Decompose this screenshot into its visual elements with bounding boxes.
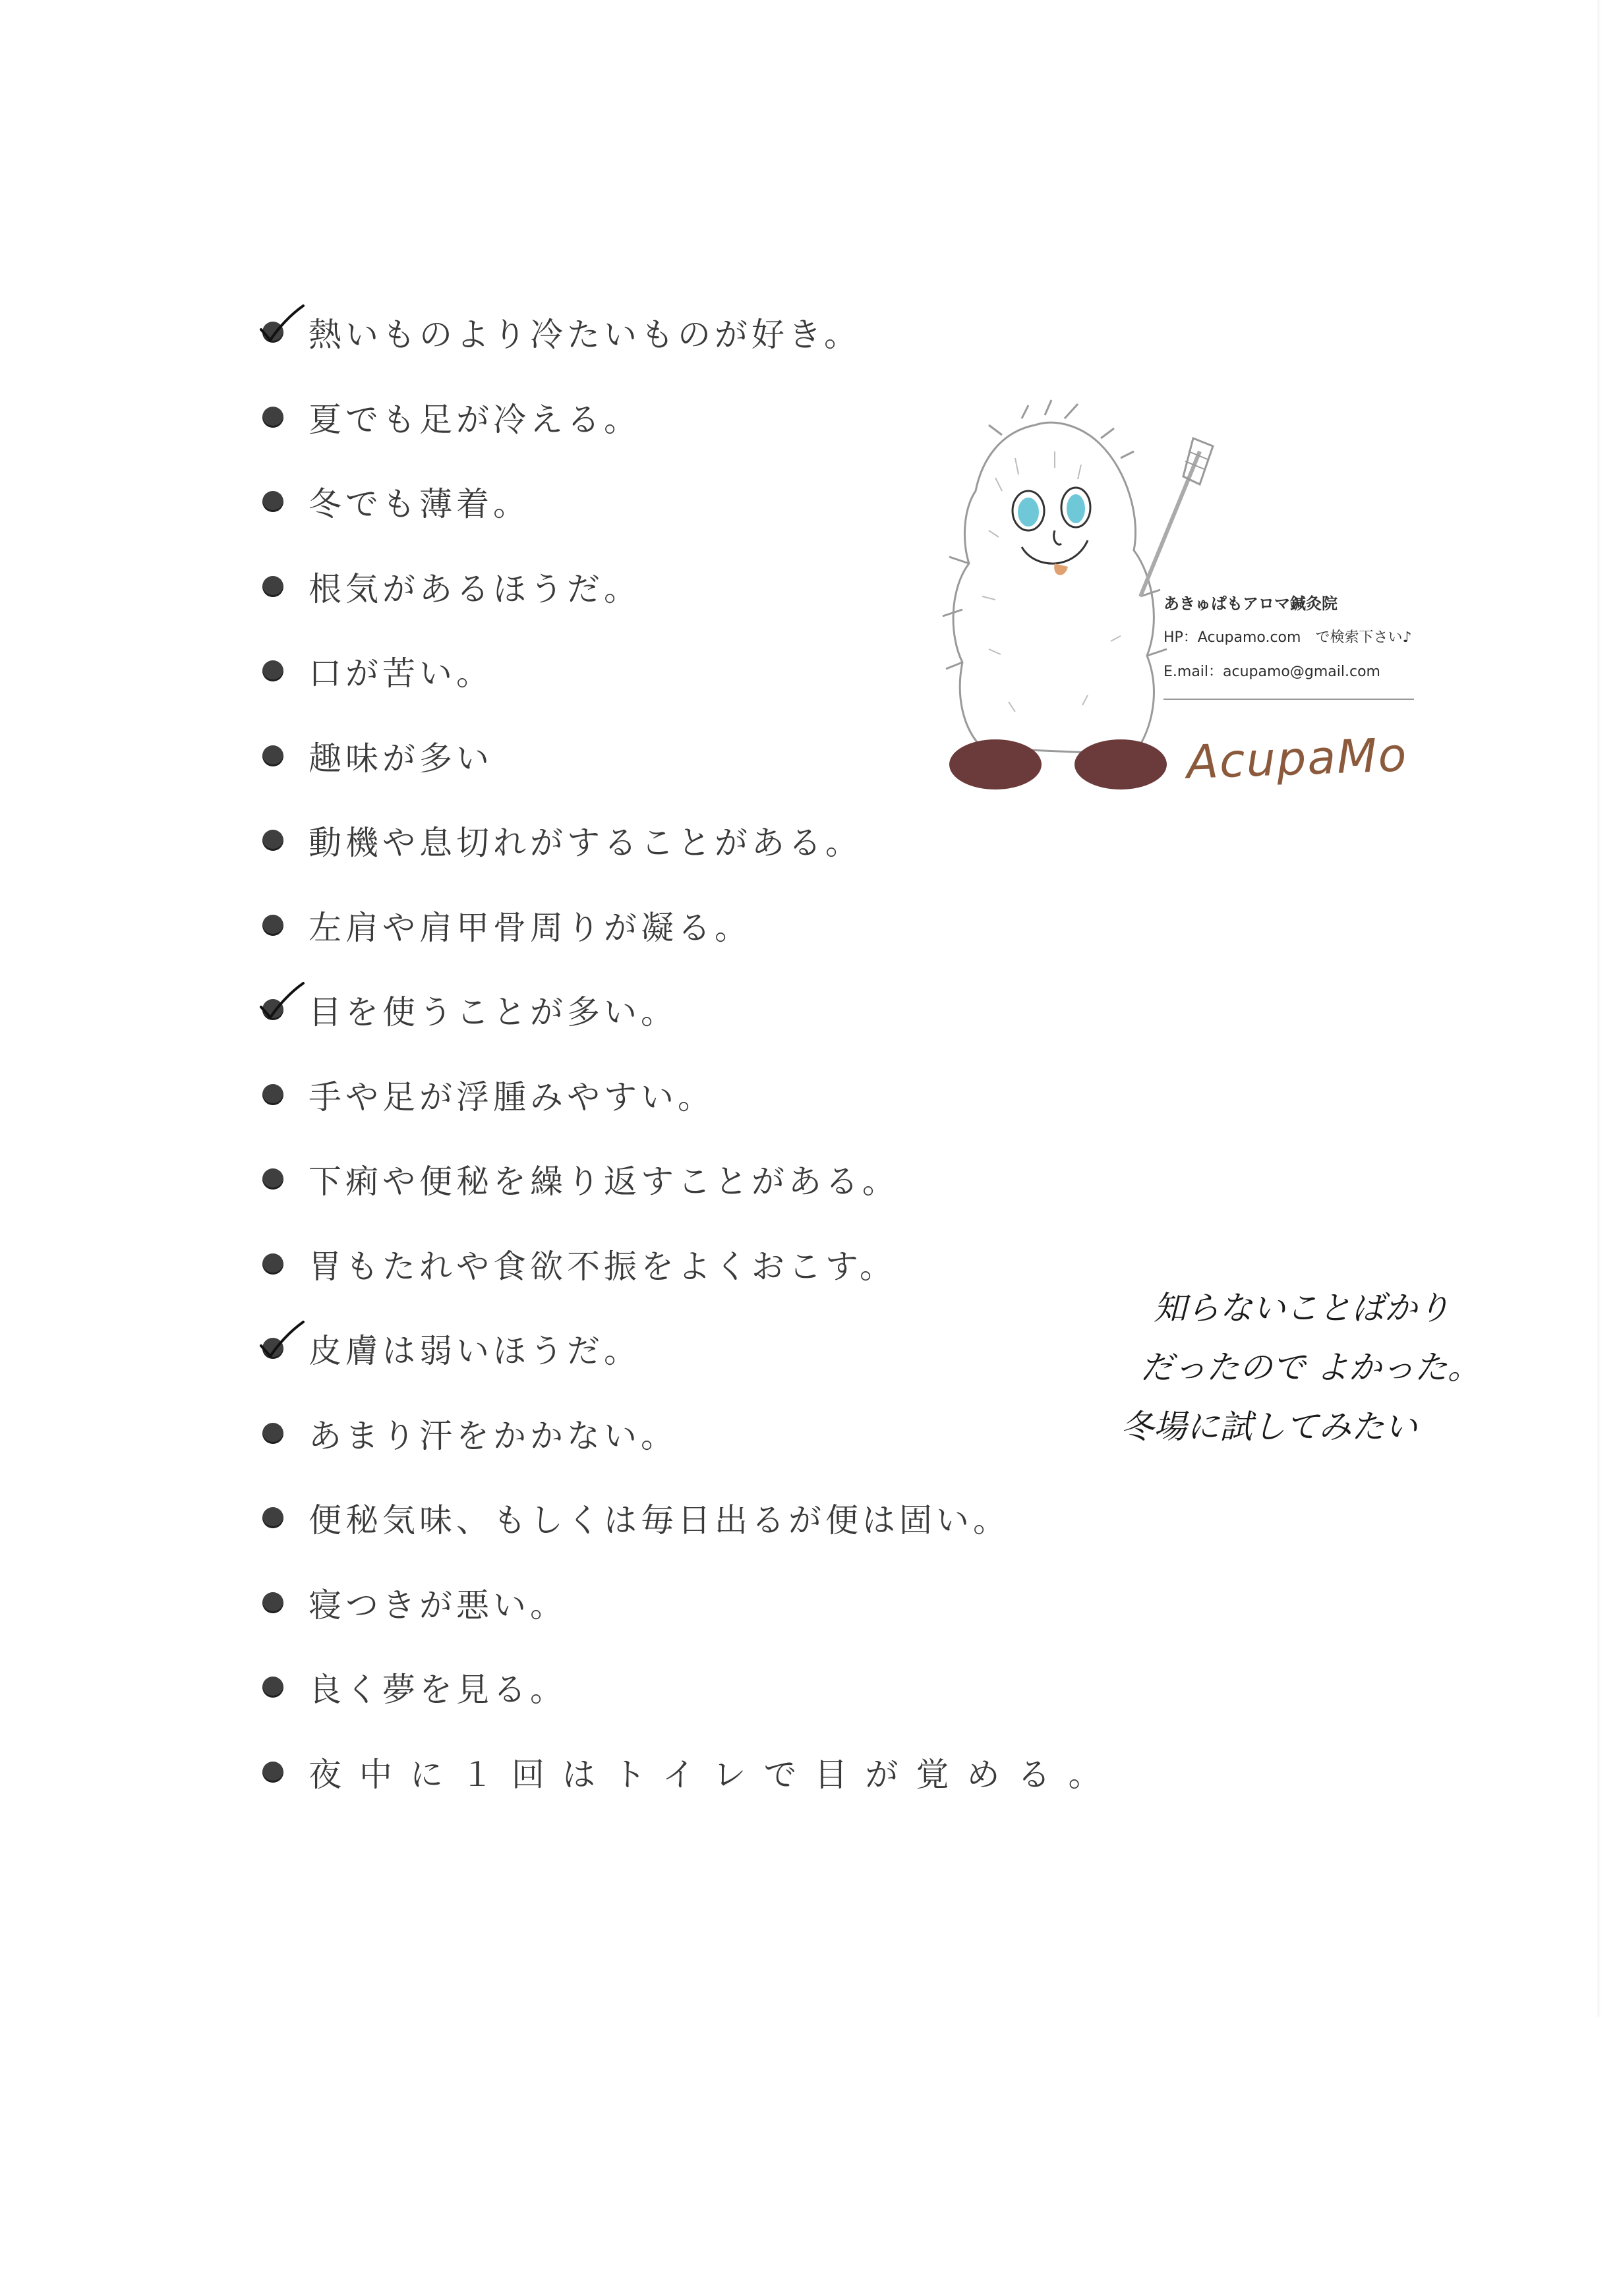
bullet-icon xyxy=(262,660,283,681)
bullet-icon xyxy=(262,1253,283,1275)
checklist-item xyxy=(257,1476,1312,1561)
checkmark-icon xyxy=(258,303,306,345)
checklist-item-text: 口が苦い。 xyxy=(309,654,493,693)
checklist-item xyxy=(257,1052,1312,1137)
bullet-icon xyxy=(262,1084,283,1105)
checklist-item-text: 目を使うことが多い。 xyxy=(309,993,678,1032)
bullet-icon xyxy=(262,1168,283,1190)
checklist-item-text: 動機や息切れがすることがある。 xyxy=(309,824,862,863)
clinic-hp: HP：Acupamo.com で検索下さい♪ xyxy=(1163,629,1412,646)
bullet-icon xyxy=(262,1762,283,1783)
checklist-item-text: 皮膚は弱いほうだ。 xyxy=(309,1332,641,1371)
checklist-item xyxy=(257,1137,1312,1222)
checkmark-icon xyxy=(258,981,306,1023)
bullet-icon xyxy=(262,1507,283,1528)
checklist-item-text: 手や足が浮腫みやすい。 xyxy=(309,1077,715,1116)
checklist-item-text: 胃もたれや食欲不振をよくおこす。 xyxy=(309,1247,897,1286)
checklist-item-text: あまり汗をかかない。 xyxy=(309,1416,678,1455)
card-divider xyxy=(1163,699,1414,700)
checklist-item-text: 夜中に１回はトイレで目が覚める。 xyxy=(309,1755,1119,1794)
checklist-item-text: 冬でも薄着。 xyxy=(309,485,530,524)
page-edge xyxy=(1597,0,1601,2017)
bullet-icon xyxy=(262,830,283,851)
checklist-item-text: 便秘気味、もしくは毎日出るが便は固い。 xyxy=(309,1501,1010,1540)
checklist-item-text: 寝つきが悪い。 xyxy=(309,1586,567,1624)
checklist-item-text: 左肩や肩甲骨周りが凝る。 xyxy=(309,908,751,947)
checklist-item xyxy=(257,1730,1312,1815)
checklist-item-text: 夏でも足が冷える。 xyxy=(309,400,641,439)
bullet-icon xyxy=(262,1677,283,1698)
checklist-item xyxy=(257,883,1312,968)
checklist-item xyxy=(257,290,1312,375)
clinic-email: E.mail：acupamo@gmail.com xyxy=(1163,664,1380,680)
checklist-item xyxy=(257,967,1312,1052)
checklist-item-text: 根気があるほうだ。 xyxy=(309,569,641,608)
checklist-item xyxy=(257,1645,1312,1730)
bullet-icon xyxy=(262,576,283,597)
checklist-item-text: 下痢や便秘を繰り返すことがある。 xyxy=(309,1162,899,1201)
brand-logo: AcupaMo xyxy=(1185,728,1409,789)
bullet-icon xyxy=(262,1592,283,1613)
handwritten-note xyxy=(1121,1278,1490,1456)
bullet-icon xyxy=(262,407,283,428)
bullet-icon xyxy=(262,745,283,766)
bullet-icon xyxy=(262,491,283,512)
checklist-item-text: 熱いものより冷たいものが好き。 xyxy=(309,316,861,355)
checkmark-icon xyxy=(258,1319,306,1362)
checklist-item xyxy=(257,1561,1312,1646)
clinic-info xyxy=(1163,587,1414,689)
note-line: 冬場に試してみたい xyxy=(1121,1408,1417,1446)
bullet-icon xyxy=(262,1423,283,1444)
note-line: 知らないことばかり xyxy=(1154,1289,1450,1327)
note-line: だったので よかった。 xyxy=(1140,1348,1481,1387)
clinic-name: あきゅぱもアロマ鍼灸院 xyxy=(1163,594,1338,613)
checklist-item-text: 趣味が多い xyxy=(309,739,493,778)
checklist-item-text: 良く夢を見る。 xyxy=(309,1671,567,1709)
bullet-icon xyxy=(262,915,283,936)
